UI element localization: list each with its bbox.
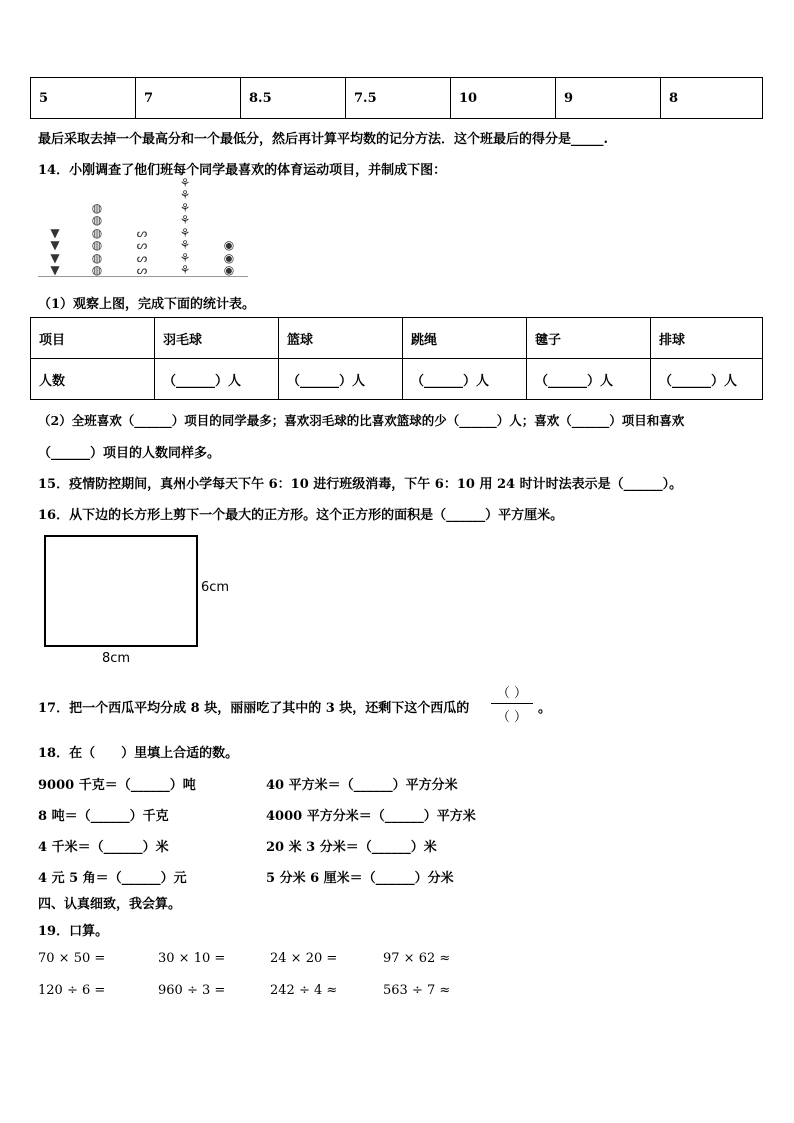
score-cell: 7	[136, 78, 241, 119]
conversion-item: 40 平方米＝（______）平方分米	[266, 778, 458, 793]
conversion-item: 5 分米 6 厘米＝（______）分米	[266, 871, 454, 886]
conversion-item: 4000 平方分米＝（______）平方米	[266, 809, 476, 824]
conversion-item: 20 米 3 分米＝（______）米	[266, 840, 437, 855]
answer-cell[interactable]: （______）人	[403, 359, 527, 400]
volleyball-icon: ◉	[223, 250, 235, 265]
calc-item: 563 ÷ 7 ≈	[383, 983, 451, 998]
height-label: 6cm	[201, 580, 230, 595]
shuttlecock-icon: ⚘	[179, 175, 191, 190]
answer-cell[interactable]: （______）人	[527, 359, 651, 400]
jump-rope-icon: ᔕ	[136, 263, 148, 277]
fraction-bar	[491, 703, 533, 704]
fraction-denominator[interactable]: （ ）	[496, 710, 528, 725]
score-cell: 10	[451, 78, 556, 119]
basketball-icon: ◍	[91, 238, 103, 252]
badminton-icon: ▼	[50, 225, 60, 240]
shuttlecock-icon: ⚘	[179, 250, 191, 265]
conversion-item: 8 吨＝（______）千克	[38, 809, 169, 824]
q13-text: 最后采取去掉一个最高分和一个最低分，然后再计算平均数的记分方法．这个班最后的得分是_____.	[38, 132, 609, 147]
q17-end: 。	[538, 701, 552, 716]
shuttlecock-icon: ⚘	[179, 213, 191, 227]
jump-rope-icon: ᔕ	[136, 250, 148, 265]
basketball-icon: ◍	[91, 250, 103, 265]
calc-item: 30 × 10 =	[158, 951, 226, 966]
volleyball-icon: ◉	[223, 238, 235, 252]
volleyball-icon: ◉	[223, 263, 235, 277]
calc-item: 24 × 20 =	[270, 951, 338, 966]
q16-text: 16．从下边的长方形上剪下一个最大的正方形。这个正方形的面积是（______）平方厘米。	[38, 508, 564, 523]
table-row	[31, 359, 763, 400]
calc-item: 242 ÷ 4 ≈	[270, 983, 338, 998]
score-cell: 8.5	[241, 78, 346, 119]
q18-title: 18．在（ ）里填上合适的数。	[38, 746, 239, 761]
conversion-item: 9000 千克＝（______）吨	[38, 778, 196, 793]
fraction	[487, 682, 537, 725]
q15-text: 15．疫情防控期间，真州小学每天下午 6：10 进行班级消毒，下午 6：10 用 24 时计时法表示是（______）。	[38, 477, 683, 492]
q19-title: 19．口算。	[38, 924, 109, 939]
q14-sub2-line1: （2）全班喜欢（______）项目的同学最多；喜欢羽毛球的比喜欢篮球的少（______）人；喜欢（______）项目和喜欢	[38, 413, 685, 428]
header-cell: 羽毛球	[155, 318, 279, 359]
badminton-icon: ▼	[50, 263, 60, 277]
shuttlecock-icon: ⚘	[179, 263, 191, 277]
table-row	[31, 318, 763, 359]
header-cell: 篮球	[279, 318, 403, 359]
basketball-icon: ◍	[91, 213, 103, 227]
section-four-title: 四、认真细致，我会算。	[38, 897, 182, 912]
header-cell: 毽子	[527, 318, 651, 359]
table-row	[31, 78, 763, 119]
q17-text: 17．把一个西瓜平均分成 8 块，丽丽吃了其中的 3 块，还剩下这个西瓜的	[38, 701, 470, 716]
basketball-icon: ◍	[91, 263, 103, 277]
conversion-item: 4 千米＝（______）米	[38, 840, 169, 855]
jump-rope-icon: ᔕ	[136, 225, 148, 240]
basketball-icon: ◍	[91, 225, 103, 240]
rectangle-figure	[44, 535, 198, 647]
pictograph	[38, 175, 248, 278]
score-cell: 7.5	[346, 78, 451, 119]
answer-cell[interactable]: （______）人	[155, 359, 279, 400]
score-cell: 5	[31, 78, 136, 119]
conversion-item: 4 元 5 角＝（______）元	[38, 871, 187, 886]
shuttlecock-icon: ⚘	[179, 225, 191, 240]
jump-rope-icon: ᔕ	[136, 238, 148, 252]
basketball-icon: ◍	[91, 200, 103, 215]
header-cell: 跳绳	[403, 318, 527, 359]
sports-table	[30, 317, 763, 400]
q14-sub1: （1）观察上图，完成下面的统计表。	[38, 297, 256, 312]
calc-item: 960 ÷ 3 =	[158, 983, 226, 998]
answer-cell[interactable]: （______）人	[279, 359, 403, 400]
answer-cell[interactable]: （______）人	[651, 359, 763, 400]
calc-item: 70 × 50 =	[38, 951, 106, 966]
header-cell: 排球	[651, 318, 763, 359]
q14-sub2-line2: （______）项目的人数同样多。	[38, 446, 221, 461]
badminton-icon: ▼	[50, 250, 60, 265]
width-label: 8cm	[102, 651, 131, 666]
calc-item: 120 ÷ 6 =	[38, 983, 106, 998]
calc-item: 97 × 62 ≈	[383, 951, 451, 966]
scores-table	[30, 77, 763, 119]
badminton-icon: ▼	[50, 238, 60, 252]
score-cell: 8	[661, 78, 763, 119]
score-cell: 9	[556, 78, 661, 119]
q14-text: 14．小刚调查了他们班每个同学最喜欢的体育运动项目，并制成下图：	[38, 163, 447, 178]
fraction-numerator[interactable]: （ ）	[496, 686, 528, 701]
header-cell: 项目	[31, 318, 155, 359]
row-label: 人数	[31, 359, 155, 400]
shuttlecock-icon: ⚘	[179, 200, 191, 215]
shuttlecock-icon: ⚘	[179, 188, 191, 202]
shuttlecock-icon: ⚘	[179, 238, 191, 252]
